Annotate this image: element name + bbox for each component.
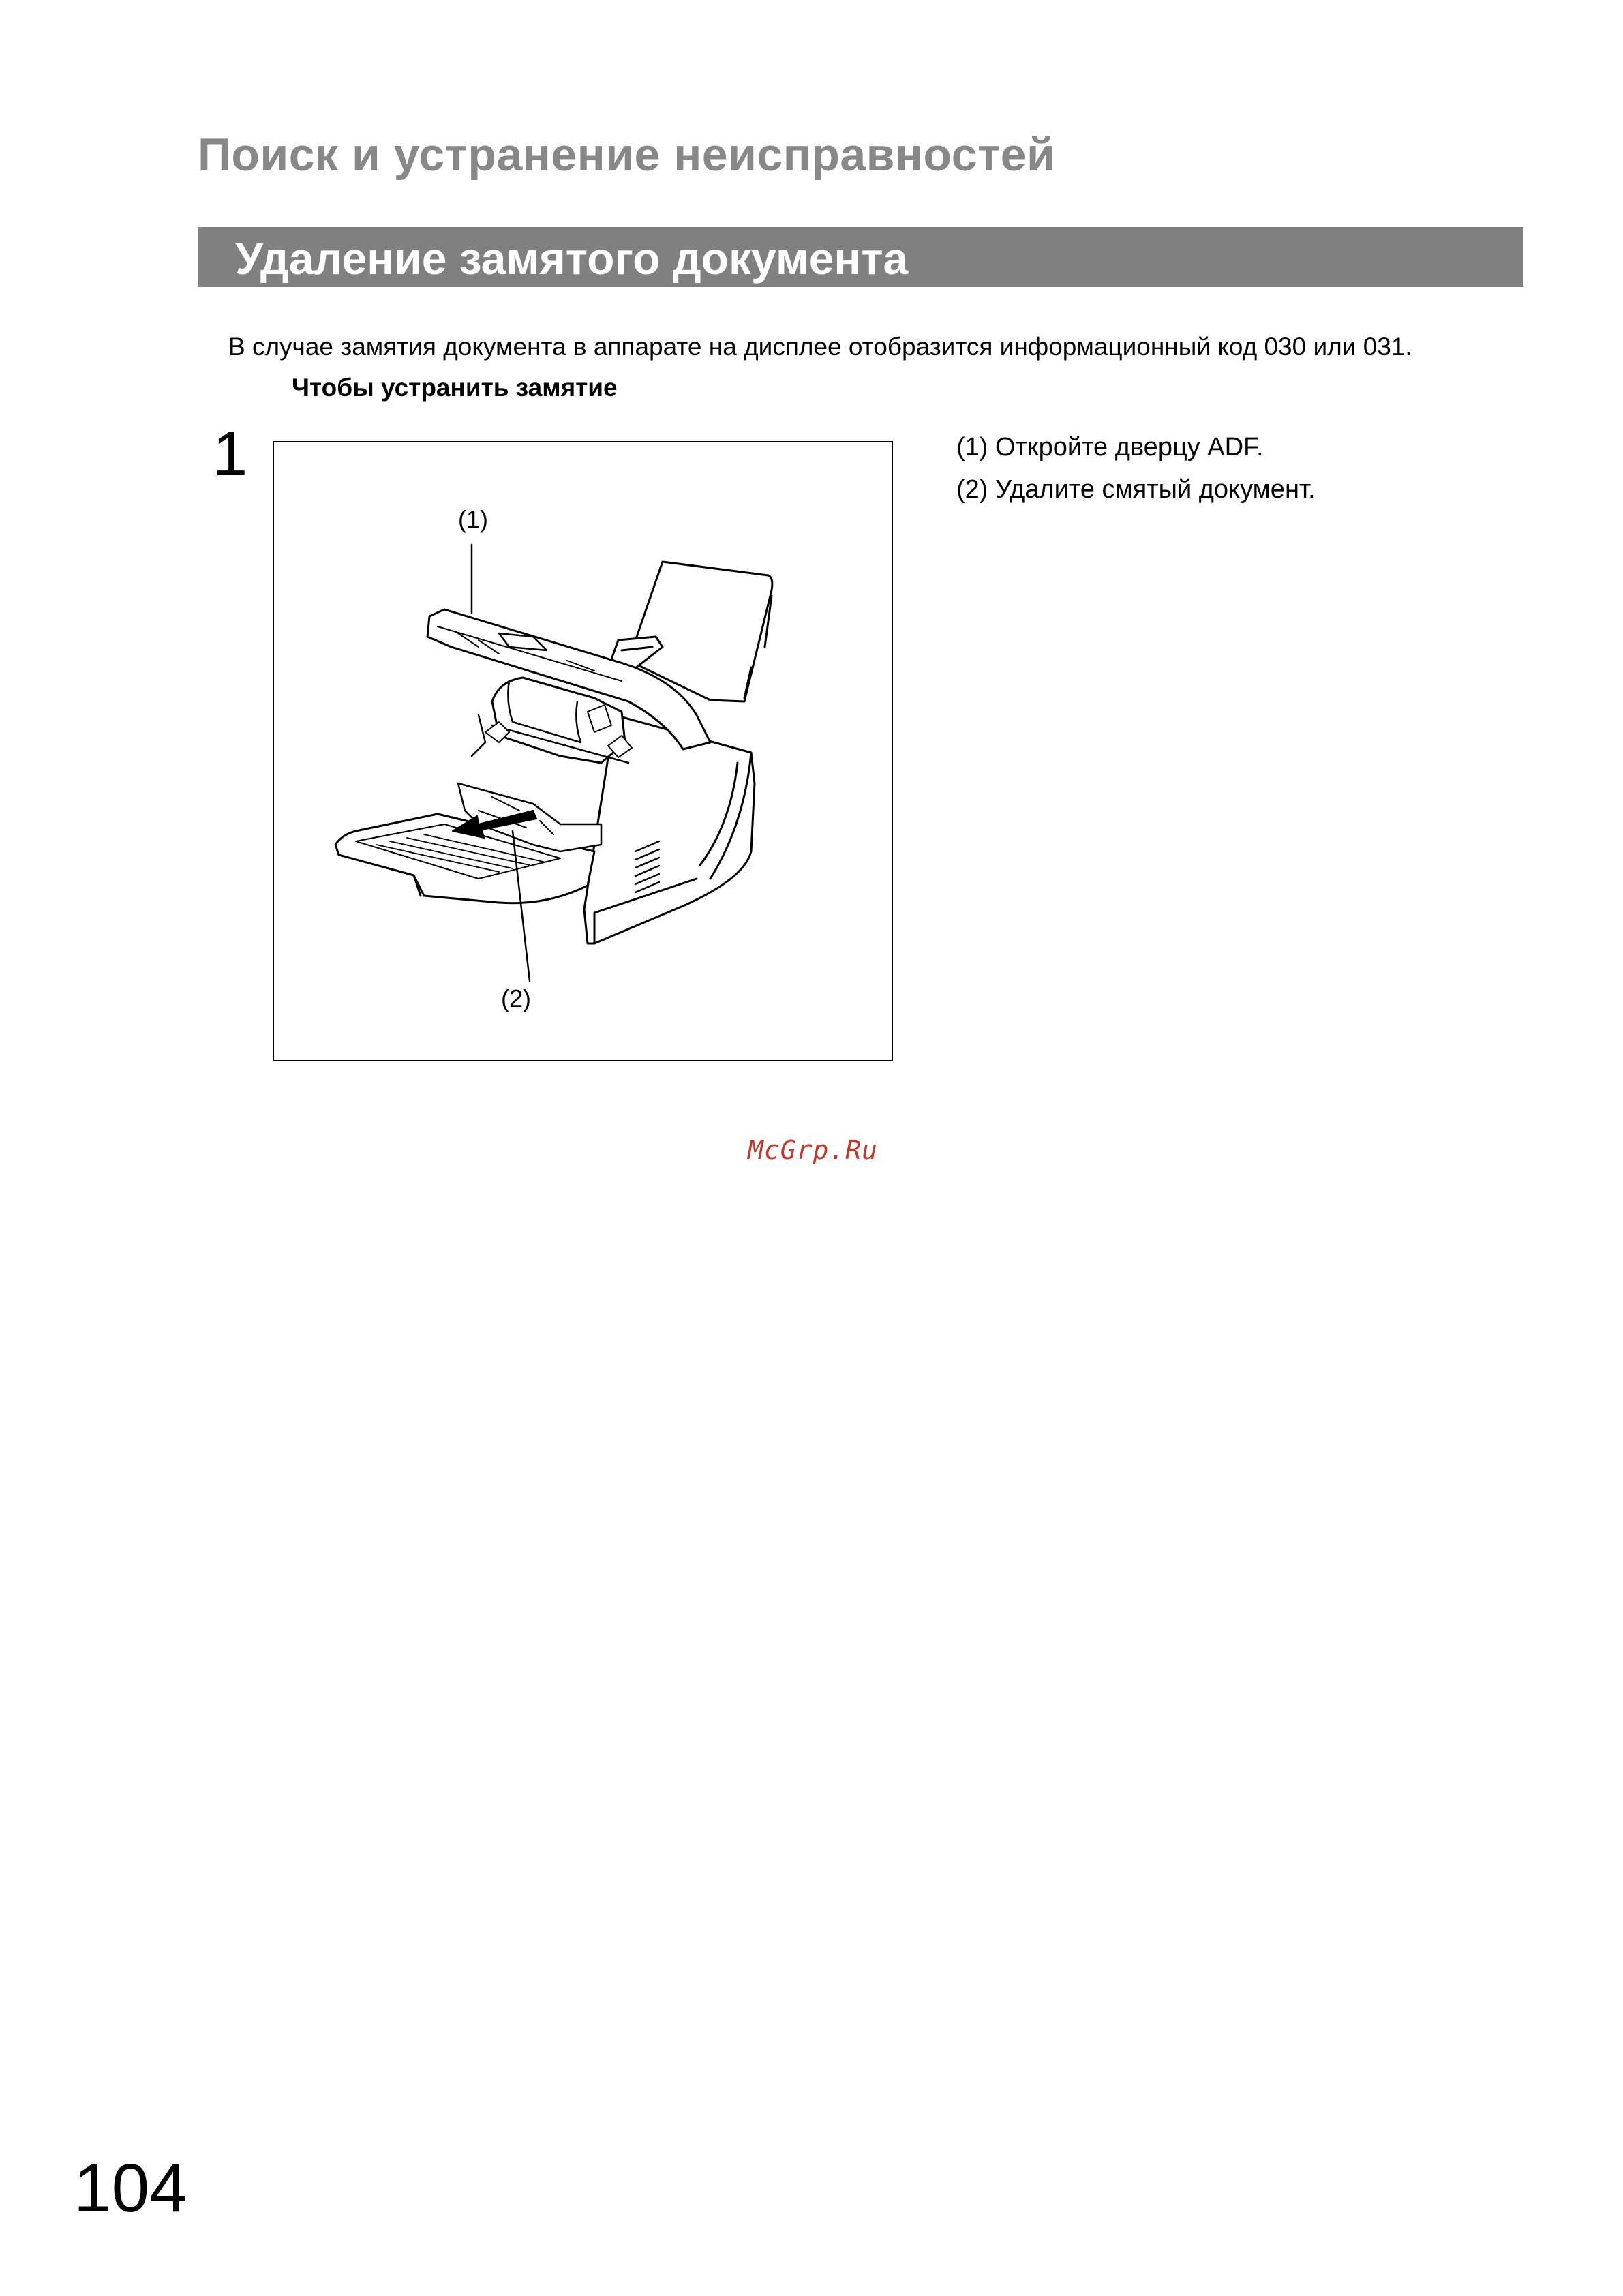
instruction-2: (2) Удалите смятый документ. [956,475,1316,504]
watermark: McGrp.Ru [748,1135,879,1165]
step-number: 1 [213,419,248,489]
section-header-bar [198,227,1523,287]
procedure-subheading: Чтобы устранить замятие [292,374,618,402]
page-number: 104 [74,2150,187,2226]
intro-text: В случае замятия документа в аппарате на дисплее отобразится информационный код 030 или 031. [228,333,1412,361]
section-title: Удаление замятого документа [235,233,909,284]
instruction-1: (1) Откройте дверцу ADF. [956,433,1264,462]
fax-machine-drawing [274,442,892,1060]
callout-2-label: (2) [501,984,531,1012]
callout-1-label: (1) [458,505,488,533]
chapter-title: Поиск и устранение неисправностей [198,129,1056,181]
step-instructions [956,426,1316,511]
fax-jam-illustration [273,441,893,1061]
